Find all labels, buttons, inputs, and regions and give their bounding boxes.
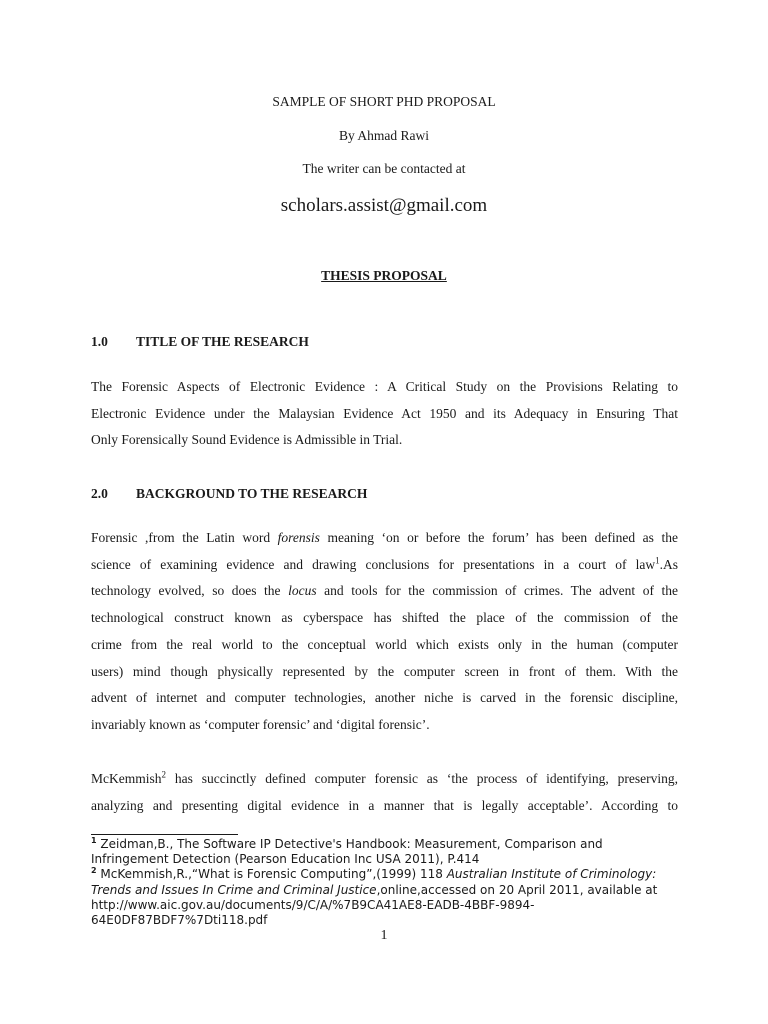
- document-title: SAMPLE OF SHORT PHD PROPOSAL: [272, 94, 496, 109]
- section-number-2: 2.0: [91, 486, 108, 501]
- contact-email: scholars.assist@gmail.com: [280, 195, 488, 216]
- paragraph-line: McKemmish$^2$ has succinctly defined computer forensic as ‘the process of identifying, preserving,: [91, 769, 678, 786]
- footnote-separator: [91, 834, 238, 835]
- paragraph-line: Forensic ,from the Latin word forensis meaning ‘on or before the forum’ has been defined as the: [91, 530, 678, 545]
- section-title-2: BACKGROUND TO THE RESEARCH: [136, 486, 368, 501]
- footnotes: [91, 837, 681, 928]
- paragraph-line: crime from the real world to the conceptual world which exists only in the human (computer: [91, 636, 678, 652]
- paragraph-line: analyzing and presenting digital evidence in a manner that is legally acceptable’. According to: [91, 797, 678, 813]
- paragraph-line: The Forensic Aspects of Electronic Evidence : A Critical Study on the Provisions Relating to: [91, 379, 678, 394]
- page-number: 1: [380, 928, 388, 943]
- footnote-2: $^2$ McKemmish,R.,“What is Forensic Computing”,(1999) 118 Australian Institute of Criminology: Trends and Issues In Crime and Criminal Justice,online,accessed on 20 April 2011, available at http://www.aic.gov.au/documents/9/C/A/%7B9CA41AE8-EADB-4BBF-9894-64E0DF87BDF7%7Dti118.pdf: [91, 866, 658, 928]
- thesis-proposal-heading-wrap: [0, 268, 768, 284]
- footnote-mark-1: 1: [91, 836, 97, 845]
- background-paragraph-2: [91, 766, 678, 819]
- paragraph-line: technological construct known as cyberspace has shifted the place of the commission of the: [91, 610, 678, 626]
- background-paragraph-1: [91, 525, 678, 739]
- paragraph-line: Only Forensically Sound Evidence is Admissible in Trial.: [91, 432, 403, 448]
- footnote-ref-2: 2: [161, 769, 166, 780]
- paragraph-line: invariably known as ‘computer forensic’ and ‘digital forensic’.: [91, 716, 430, 732]
- paragraph-line: technology evolved, so does the locus and tools for the commission of crimes. The advent of the: [91, 583, 678, 599]
- footnote-mark-2: 2: [91, 866, 97, 876]
- paragraph-line: advent of internet and computer technologies, another niche is carved in the forensic discipline,: [91, 690, 678, 706]
- research-title-paragraph: [91, 374, 678, 454]
- section-heading-1: [91, 334, 309, 350]
- paragraph-line: Electronic Evidence under the Malaysian Evidence Act 1950 and its Adequacy in Ensuring That: [91, 405, 678, 421]
- paragraph-line: science of examining evidence and drawing conclusions for presentations in a court of law$^1$.As: [91, 555, 678, 572]
- author-line: By Ahmad Rawi: [339, 128, 429, 143]
- section-number-1: 1.0: [91, 334, 108, 349]
- section-heading-2: [91, 486, 367, 502]
- contact-note: The writer can be contacted at: [302, 161, 466, 176]
- thesis-proposal-heading: THESIS PROPOSAL: [321, 268, 447, 283]
- footnote-1: $^1$ Zeidman,B., The Software IP Detective's Handbook: Measurement, Comparison and Infringement Detection (Pearson Education Inc USA 2011), P.414: [91, 836, 603, 867]
- footnote-ref-1: 1: [655, 555, 660, 566]
- paragraph-line: users) mind though physically represented by the computer screen in front of them. With the: [91, 663, 678, 679]
- section-title-1: TITLE OF THE RESEARCH: [136, 334, 309, 349]
